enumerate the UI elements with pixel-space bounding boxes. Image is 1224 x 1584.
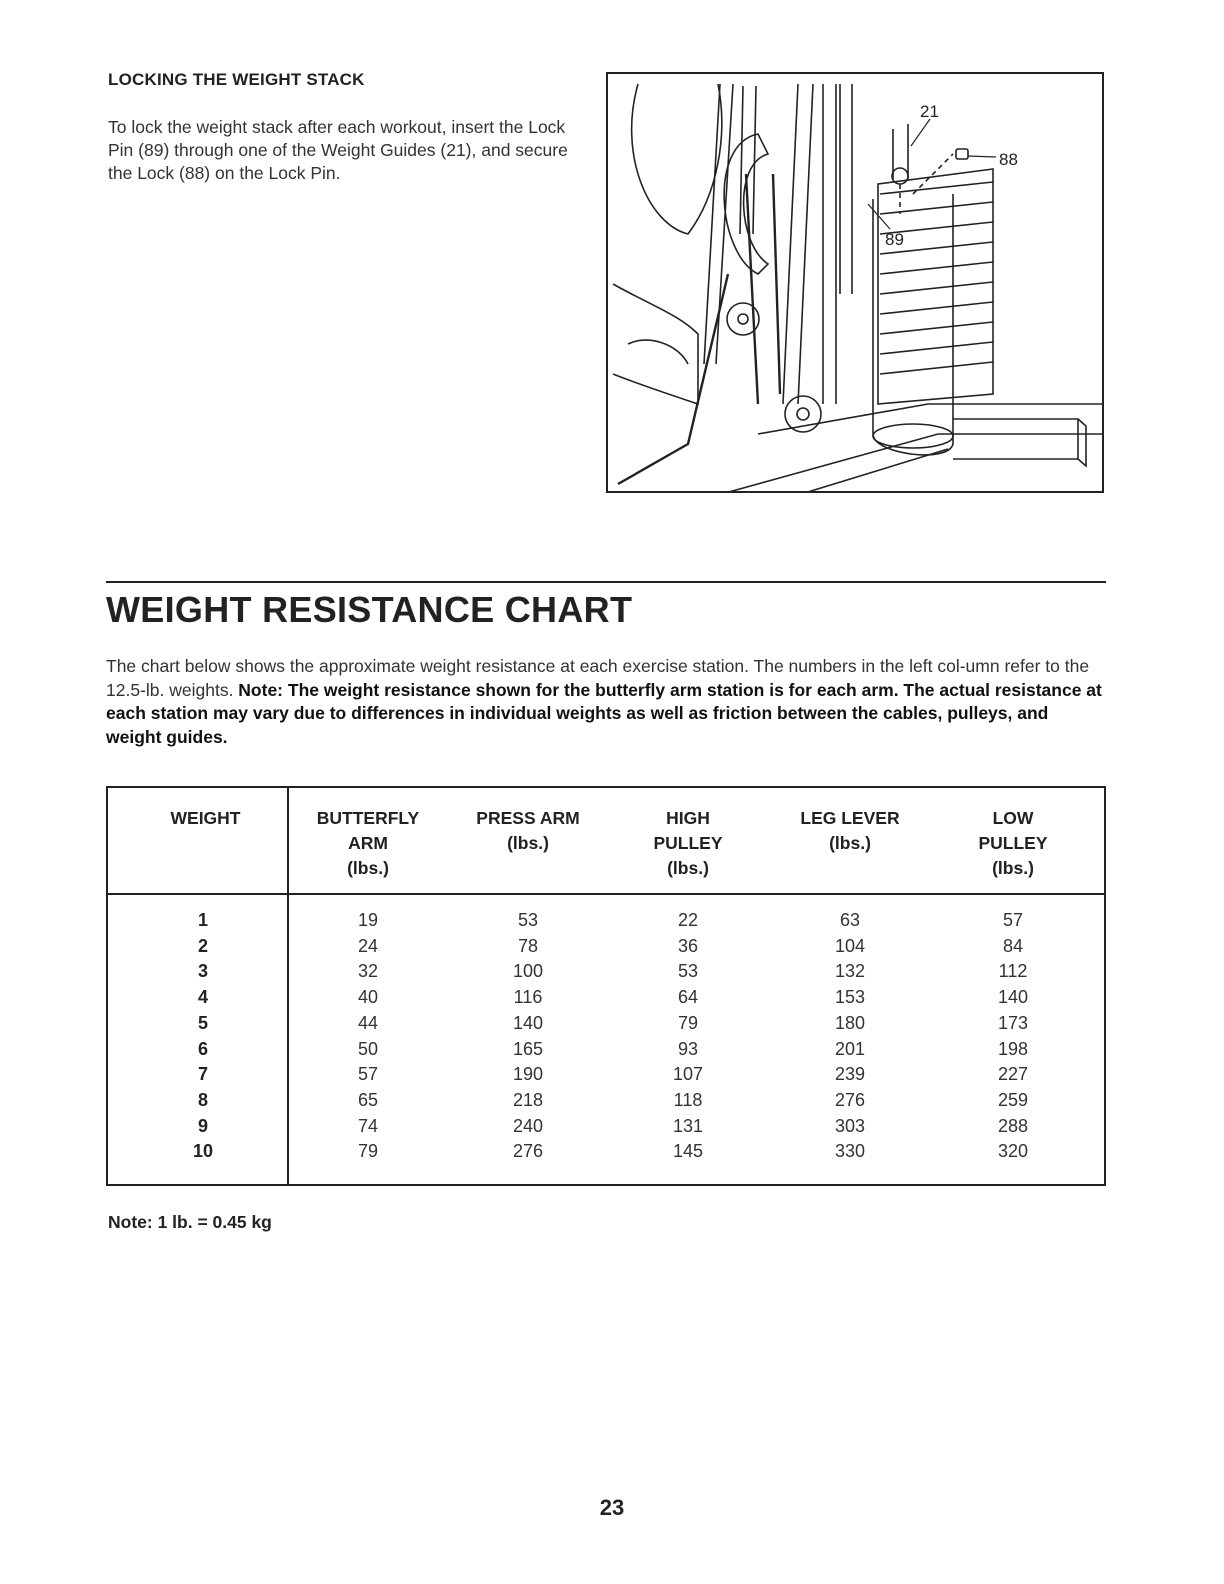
header-butterfly-arm xyxy=(298,806,438,881)
header-line: BUTTERFLY xyxy=(316,808,420,828)
cell: 50 xyxy=(357,1038,379,1059)
cell: 79 xyxy=(677,1012,699,1033)
cell: 6 xyxy=(197,1038,208,1059)
cell: 201 xyxy=(834,1038,866,1059)
column-butterfly-arm xyxy=(328,908,408,1165)
cell: 79 xyxy=(357,1141,379,1162)
cell: 303 xyxy=(834,1115,866,1136)
cell: 10 xyxy=(192,1141,214,1162)
header-low-pulley xyxy=(943,806,1083,881)
cell: 8 xyxy=(197,1089,208,1110)
cell: 74 xyxy=(357,1115,379,1136)
cell: 93 xyxy=(677,1038,699,1059)
cell: 173 xyxy=(997,1012,1029,1033)
column-high-pulley xyxy=(648,908,728,1165)
page-number: 23 xyxy=(599,1495,625,1520)
weight-stack-illustration xyxy=(606,72,1104,493)
column-low-pulley xyxy=(973,908,1053,1165)
cell: 240 xyxy=(512,1115,544,1136)
cell: 330 xyxy=(834,1141,866,1162)
cell: 190 xyxy=(512,1064,544,1085)
cell: 24 xyxy=(357,935,379,956)
cell: 36 xyxy=(677,935,699,956)
resistance-table xyxy=(106,786,1106,1186)
cell: 4 xyxy=(197,987,208,1008)
cell: 57 xyxy=(1002,910,1024,930)
cell: 218 xyxy=(512,1089,544,1110)
cell: 153 xyxy=(834,987,866,1008)
cell: 65 xyxy=(357,1089,379,1110)
header-line: (lbs.) xyxy=(507,833,549,853)
intro-plain-text: The chart below shows the approximate weight resistance at each exercise station. The numbers in the left col-umn refer to the 12.5-lb. weights. xyxy=(106,656,1090,700)
cell: 140 xyxy=(997,987,1029,1008)
callout-89: 89 xyxy=(885,230,904,249)
cell: 57 xyxy=(357,1064,379,1085)
lock-section-body: To lock the weight stack after each workout, insert the Lock Pin (89) through one of the Weight Guides (21), and secure the Lock (88) on the Lock Pin. xyxy=(108,117,568,183)
cell: 276 xyxy=(834,1089,866,1110)
cell: 140 xyxy=(512,1012,544,1033)
cell: 63 xyxy=(839,910,861,930)
table-header-divider xyxy=(108,893,1104,895)
cell: 239 xyxy=(834,1064,866,1085)
header-press-arm xyxy=(458,806,598,856)
cell: 320 xyxy=(997,1141,1029,1162)
table-column-divider xyxy=(287,788,289,1184)
header-line: (lbs.) xyxy=(347,858,389,878)
callout-88: 88 xyxy=(999,150,1018,169)
cell: 198 xyxy=(997,1038,1029,1059)
header-line: LEG LEVER xyxy=(800,808,900,828)
cell: 2 xyxy=(197,935,208,956)
cell: 1 xyxy=(197,910,208,930)
cell: 259 xyxy=(997,1089,1029,1110)
column-leg-lever xyxy=(810,908,890,1165)
cell: 112 xyxy=(998,961,1028,982)
column-press-arm xyxy=(488,908,568,1165)
chart-title: WEIGHT RESISTANCE CHART xyxy=(106,589,633,630)
unit-conversion-note: Note: 1 lb. = 0.45 kg xyxy=(108,1212,272,1232)
cell: 145 xyxy=(672,1141,704,1162)
header-line: PULLEY xyxy=(978,833,1048,853)
cell: 116 xyxy=(513,987,543,1008)
cell: 84 xyxy=(1002,935,1024,956)
header-line: (lbs.) xyxy=(667,858,709,878)
cell: 7 xyxy=(197,1064,208,1085)
chart-intro xyxy=(106,655,1106,749)
cell: 227 xyxy=(997,1064,1029,1085)
header-line: PULLEY xyxy=(653,833,723,853)
header-weight xyxy=(128,806,283,831)
callout-21: 21 xyxy=(920,102,939,121)
lock-section-title: LOCKING THE WEIGHT STACK xyxy=(108,70,365,89)
header-line: LOW xyxy=(992,808,1034,828)
column-weight xyxy=(168,908,238,1165)
cell: 19 xyxy=(357,910,379,930)
cell: 165 xyxy=(512,1038,544,1059)
header-line: PRESS ARM xyxy=(476,808,580,828)
cell: 53 xyxy=(677,961,699,982)
header-line: (lbs.) xyxy=(829,833,871,853)
header-leg-lever xyxy=(780,806,920,856)
cell: 32 xyxy=(357,961,379,982)
cell: 22 xyxy=(677,910,699,930)
cell: 64 xyxy=(677,987,699,1008)
cell: 107 xyxy=(672,1064,704,1085)
cell: 5 xyxy=(197,1012,208,1033)
header-line: ARM xyxy=(348,833,388,853)
cell: 40 xyxy=(357,987,379,1008)
cell: 132 xyxy=(834,961,866,982)
cell: 104 xyxy=(834,935,866,956)
weight-stack-drawing xyxy=(608,74,1104,493)
header-high-pulley xyxy=(618,806,758,881)
cell: 44 xyxy=(357,1012,379,1033)
intro-note-text: Note: The weight resistance shown for the butterfly arm station is for each arm. The actual resistance at each station may vary due to differences in individual weights as well as friction between the cables, pulleys, and weight guides. xyxy=(106,679,1102,747)
cell: 100 xyxy=(512,961,544,982)
cell: 9 xyxy=(197,1115,208,1136)
cell: 131 xyxy=(672,1115,704,1136)
header-weight-line: WEIGHT xyxy=(170,808,241,828)
cell: 180 xyxy=(834,1012,866,1033)
cell: 78 xyxy=(517,935,539,956)
cell: 53 xyxy=(517,910,539,930)
cell: 276 xyxy=(512,1141,544,1162)
section-divider xyxy=(106,581,1106,583)
cell: 118 xyxy=(673,1089,703,1110)
cell: 3 xyxy=(197,961,208,982)
header-line: (lbs.) xyxy=(992,858,1034,878)
header-line: HIGH xyxy=(666,808,710,828)
cell: 288 xyxy=(997,1115,1029,1136)
